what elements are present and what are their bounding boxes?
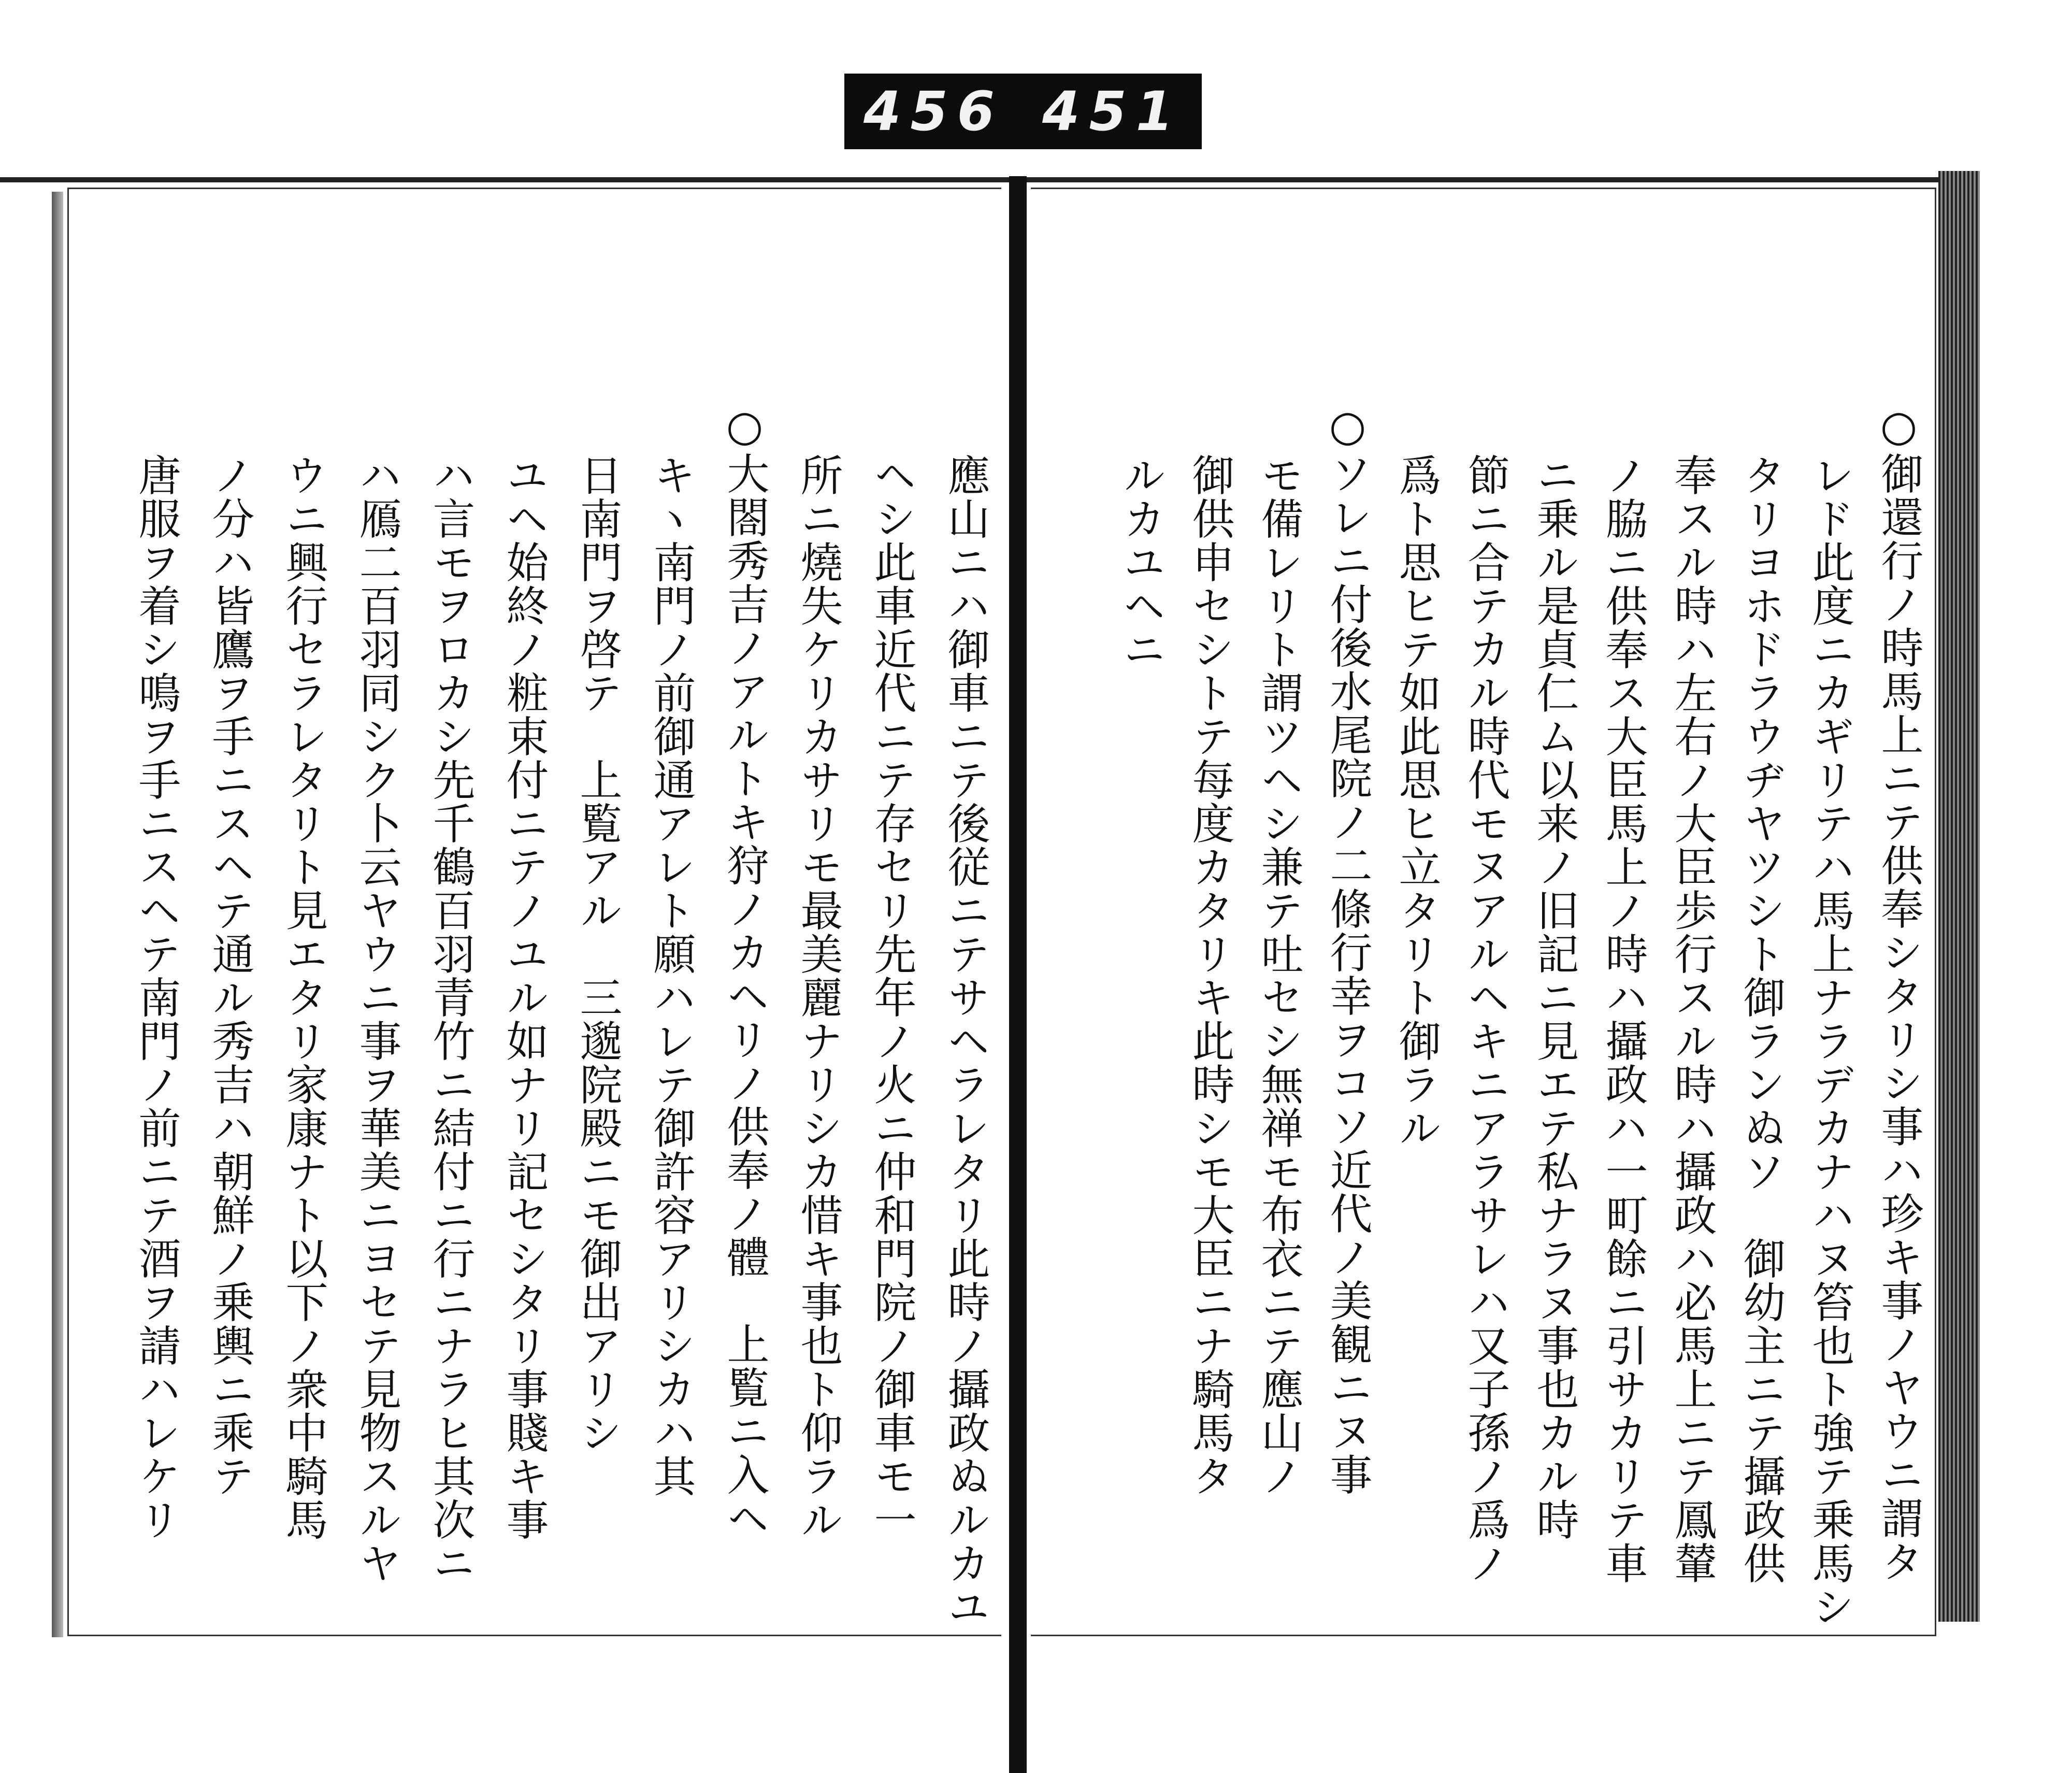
text-column: ユヘ始終ノ粧束付ニテノユル如ナリ記セシタリ事賤キ事 (499, 453, 549, 1541)
text-column: ルカユヘニ (1116, 453, 1166, 671)
text-column: 御供申セシトテ每度カタリキ此時シモ大臣ニナ騎馬タ (1185, 453, 1234, 1498)
page-number-left: 456 (863, 80, 1004, 143)
text-column: キヽ南門ノ前御通アレト願ハレテ御許容アリシカハ其 (646, 453, 696, 1498)
left-page (67, 188, 1001, 1636)
text-column: ○御還行ノ時馬上ニテ供奉シタリシ事ハ珍キ事ノヤウニ謂タ (1874, 402, 1923, 1583)
book-right-edge (1938, 171, 1980, 1622)
text-column: 所ニ燒失ケリカサリモ最美麗ナリシカ惜キ事也ト仰ラル (794, 453, 843, 1541)
text-column: ニ乗ル是貞仁ム以来ノ旧記ニ見エテ私ナラヌ事也カル時 (1530, 453, 1579, 1541)
text-column: ノ脇ニ供奉ス大臣馬上ノ時ハ攝政ハ一町餘ニ引サカリテ車 (1599, 453, 1648, 1585)
book-left-edge (52, 192, 63, 1637)
text-column: ウニ興行セラレタリト見エタリ家康ナト以下ノ衆中騎馬 (279, 453, 328, 1541)
page-number-right: 451 (1042, 80, 1183, 143)
text-column: レド此度ニカギリテハ馬上ナラデカナハヌ笞也ト強テ乗馬シ (1805, 453, 1854, 1628)
text-column: ヘシ此車近代ニテ存セリ先年ノ火ニ仲和門院ノ御車モ一 (867, 453, 916, 1541)
right-page (1031, 188, 1936, 1636)
text-column: タリヨホドラウヂヤツシト御ランぬソ 御幼主ニテ攝政供 (1736, 453, 1786, 1585)
text-column: 節ニ合テカル時代モヌアルヘキニアラサレハ又子孫ノ爲ノ (1461, 453, 1510, 1585)
text-column: ハ鴈二百羽同シク卜云ヤウニ事ヲ華美ニヨセテ見物スルヤ (352, 453, 401, 1585)
text-column: 應山ニハ御車ニテ後従ニテサヘラレタリ此時ノ攝政ぬルカユ (941, 453, 990, 1628)
book-gutter (1009, 176, 1027, 1773)
text-column: ○大閤秀吉ノアルトキ狩ノカヘリノ供奉ノ體 上覧ニ入ヘ (720, 402, 769, 1540)
top-rule (0, 177, 1968, 182)
text-column: ハ言モヲロカシ先千鶴百羽青竹ニ結付ニ行ニナラヒ其次ニ (426, 453, 475, 1585)
text-column: モ備レリト謂ツヘシ兼テ吐セシ無禅モ布衣ニテ應山ノ (1254, 453, 1303, 1498)
page-number-label (844, 74, 1202, 149)
text-column: ノ分ハ皆鷹ヲ手ニスヘテ通ル秀吉ハ朝鮮ノ乗輿ニ乘テ (205, 453, 254, 1498)
text-column: 日南門ヲ啓テ 上覧アル 三邈院殿ニモ御出アリシ (573, 453, 622, 1454)
text-column: ○ソレニ付後水尾院ノ二條行幸ヲコソ近代ノ美観ニヌ事 (1323, 402, 1372, 1496)
text-column: 唐服ヲ着シ鳴ヲ手ニスヘテ南門ノ前ニテ酒ヲ請ハレケリ (132, 453, 181, 1541)
text-column: 奉スル時ハ左右ノ大臣歩行スル時ハ攝政ハ必馬上ニテ鳳輦 (1667, 453, 1717, 1585)
text-column: 爲ト思ヒテ如此思ヒ立タリト御ラル (1392, 453, 1441, 1150)
